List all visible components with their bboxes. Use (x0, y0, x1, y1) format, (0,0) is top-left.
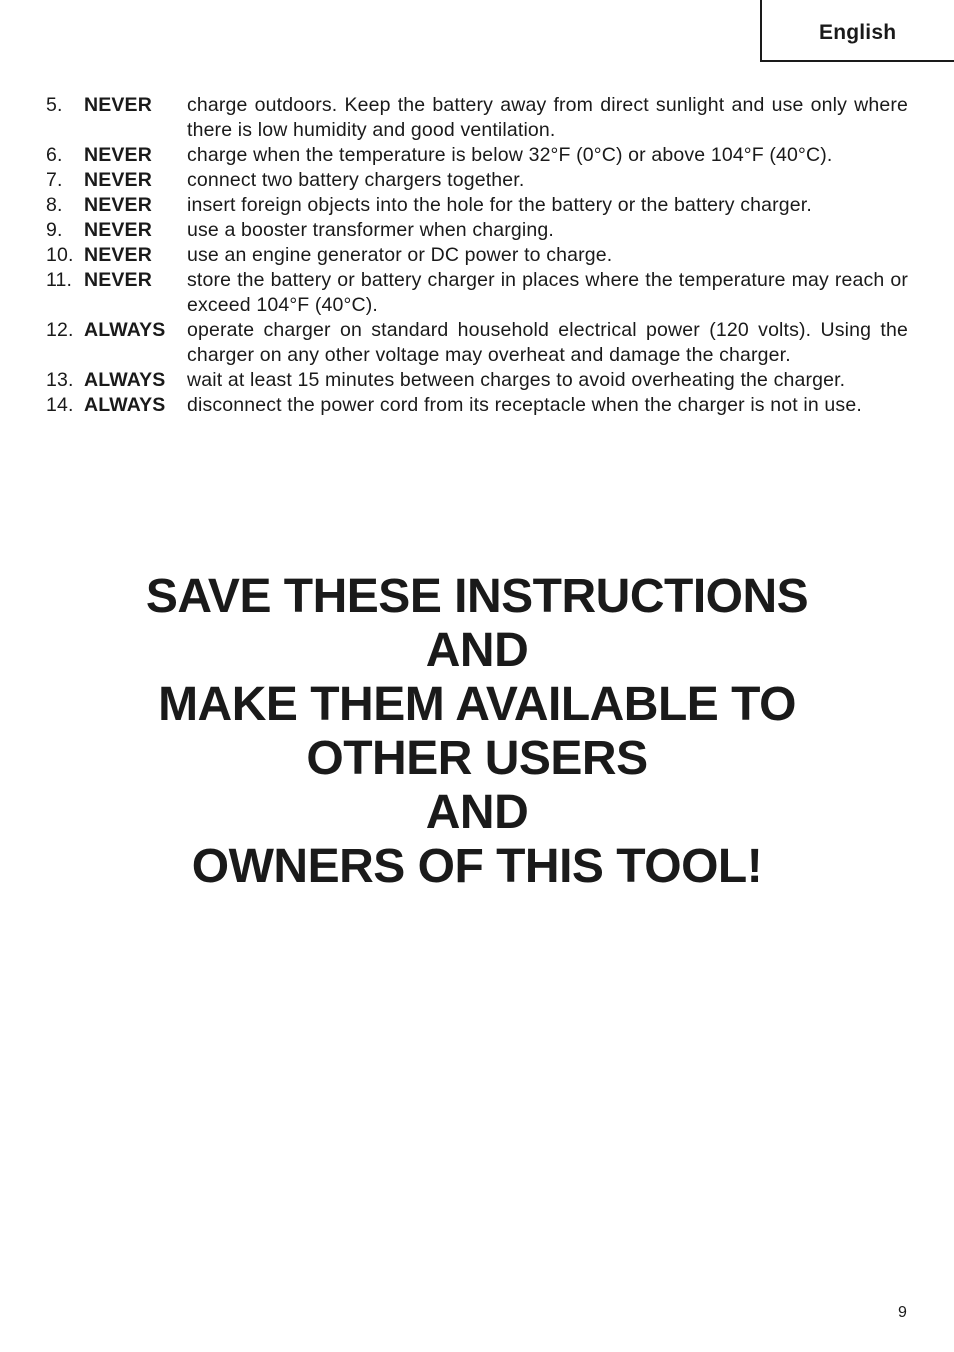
rule-text: insert foreign objects into the hole for the battery or the battery charger. (187, 194, 812, 216)
rule-keyword: NEVER (84, 169, 152, 191)
rule-keyword: ALWAYS (84, 319, 166, 341)
headline-line: SAVE THESE INSTRUCTIONS (145, 570, 809, 623)
rule-text: use a booster transformer when charging. (187, 219, 554, 241)
save-instructions-headline (0, 570, 954, 894)
rule-number: 9. (46, 219, 63, 241)
safety-rules-list (46, 93, 908, 418)
rule-item (46, 193, 908, 218)
language-tab (760, 0, 954, 62)
rule-number: 6. (46, 144, 63, 166)
rule-text: wait at least 15 minutes between charges to avoid overheating the charger. (187, 369, 846, 391)
rule-item (46, 143, 908, 168)
rule-text: charge outdoors. Keep the battery away from direct sunlight and use only where there is low humidity and good ventilation. (187, 94, 908, 141)
rule-text: connect two battery chargers together. (187, 169, 525, 191)
rule-text: disconnect the power cord from its receptacle when the charger is not in use. (187, 394, 862, 416)
rule-item (46, 268, 908, 318)
language-label: English (819, 21, 897, 44)
rule-keyword: NEVER (84, 219, 152, 241)
headline-line: MAKE THEM AVAILABLE TO (158, 678, 796, 731)
rule-keyword: NEVER (84, 269, 152, 291)
rule-number: 12. (46, 319, 74, 341)
rule-item (46, 243, 908, 268)
rule-keyword: NEVER (84, 94, 152, 116)
rule-keyword: NEVER (84, 194, 152, 216)
rule-number: 7. (46, 169, 63, 191)
headline-line: AND (425, 624, 529, 677)
rule-item (46, 93, 908, 143)
rule-keyword: NEVER (84, 244, 152, 266)
rule-item (46, 318, 908, 368)
rule-number: 8. (46, 194, 63, 216)
rule-number: 13. (46, 369, 74, 391)
rule-item (46, 368, 908, 393)
rule-number: 11. (46, 269, 73, 291)
rule-keyword: ALWAYS (84, 369, 166, 391)
rule-item (46, 393, 908, 418)
rule-text: store the battery or battery charger in places where the temperature may reach or exceed 104°F (40°C). (187, 269, 908, 316)
rule-item (46, 168, 908, 193)
rule-keyword: ALWAYS (84, 394, 166, 416)
rule-keyword: NEVER (84, 144, 152, 166)
rule-number: 14. (46, 394, 74, 416)
rule-text: charge when the temperature is below 32°F (0°C) or above 104°F (40°C). (187, 144, 833, 166)
rule-text: use an engine generator or DC power to charge. (187, 244, 613, 266)
rule-number: 10. (46, 244, 74, 266)
page-number: 9 (898, 1304, 907, 1321)
rule-text: operate charger on standard household electrical power (120 volts). Using the charger on any other voltage may overheat and damage the charger. (187, 319, 908, 366)
rule-item (46, 218, 908, 243)
rule-number: 5. (46, 94, 63, 116)
headline-line: AND (425, 786, 529, 839)
headline-line: OTHER USERS (306, 732, 648, 785)
headline-line: OWNERS OF THIS TOOL! (191, 840, 763, 893)
